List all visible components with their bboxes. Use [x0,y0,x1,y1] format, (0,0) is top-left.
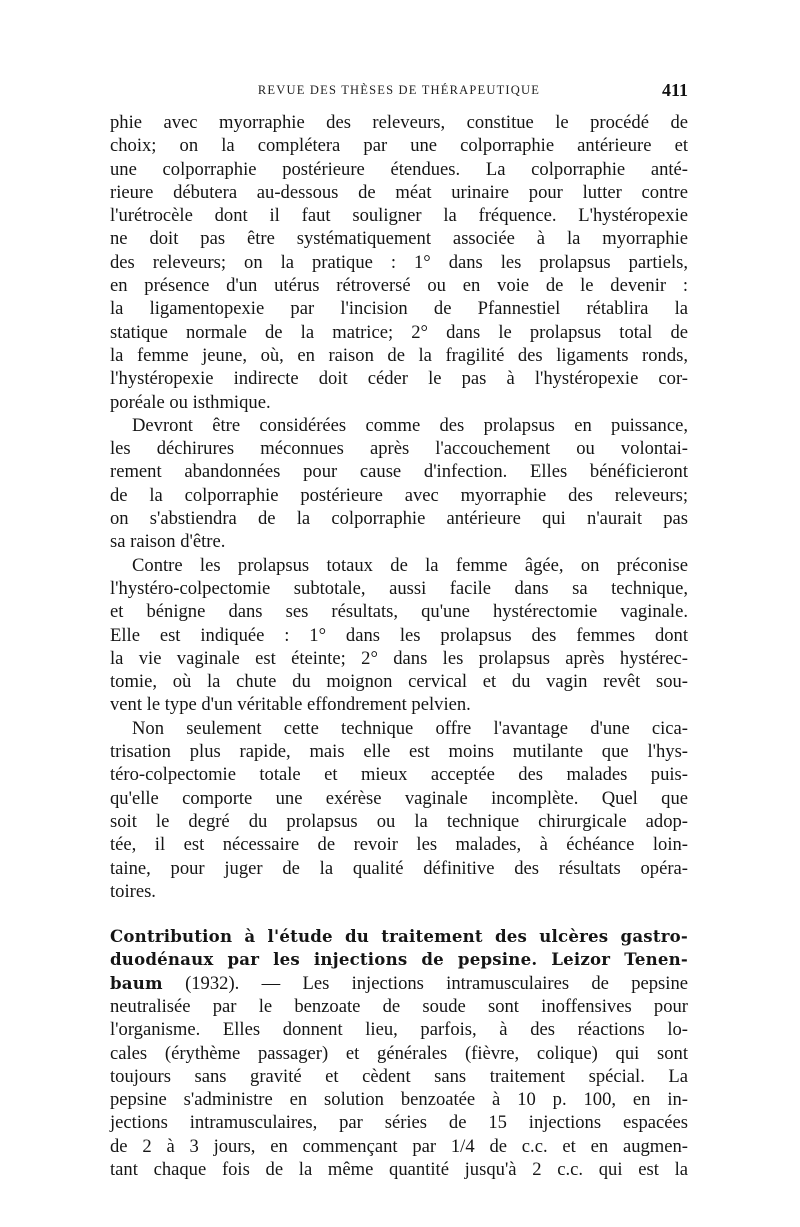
text-line: l'hystéropexie indirecte doit céder le pas à l'hystéropexie cor- [110,368,688,390]
text-line: rieure débutera au-dessous de méat urinaire pour lutter contre [110,181,688,203]
text-line: la vie vaginale est éteinte; 2° dans les prolapsus après hystérec- [110,647,688,669]
text-line: sa raison d'être. [110,531,226,553]
running-header [110,80,688,104]
text-line: phie avec myorraphie des releveurs, constitue le procédé de [110,112,688,133]
text-line: tant chaque fois de la même quantité jusqu'à 2 c.c. qui est la [110,1159,688,1181]
text-line: une colporraphie postérieure étendues. La colporraphie anté- [110,158,688,180]
text-line: toires. [110,880,156,902]
text-line: cales (érythème passager) et générales (fièvre, colique) qui sont [110,1042,688,1064]
article-author-surname: baum [110,972,163,993]
paragraph-start-line: Non seulement cette technique offre l'avantage d'une cica- [132,717,688,739]
text-line: soit le degré du prolapsus ou la technique chirurgicale adop- [110,810,688,832]
text-line: de 2 à 3 jours, en commençant par 1/4 de c.c. et en augmen- [110,1135,688,1157]
text-line: toujours sans gravité et cèdent sans traitement spécial. La [110,1065,688,1087]
body-text [110,111,688,1181]
paragraph-start-line: Devront être considérées comme des prolapsus en puissance, [132,414,688,436]
text-line: poréale ou isthmique. [110,391,271,413]
text-line: qu'elle comporte une exérèse vaginale incomplète. Quel que [110,787,688,809]
article-title-line: duodénaux par les injections de pepsine. Leizor Tenen- [110,949,688,970]
text-line: l'hystéro-colpectomie subtotale, aussi facile dans sa technique, [110,577,688,599]
text-line: rement abandonnées pour cause d'infection. Elles bénéficieront [110,461,688,483]
text-line: en présence d'un utérus rétroversé ou en voie de le devenir : [110,275,688,297]
text-line: tée, il est nécessaire de revoir les malades, à échéance loin- [110,834,688,856]
article-intro-line [110,972,688,995]
article-title-line: Contribution à l'étude du traitement des ulcères gastro- [110,926,688,947]
text-line: les déchirures méconnues après l'accouchement ou volontai- [110,438,688,460]
text-line: de la colporraphie postérieure avec myorraphie des releveurs; [110,484,688,506]
text-line: ne doit pas être systématiquement associée à la myorraphie [110,228,688,250]
running-title: REVUE DES THÈSES DE THÉRAPEUTIQUE [257,83,541,97]
text-line: et bénigne dans ses résultats, qu'une hystérectomie vaginale. [110,601,688,623]
text-line: la femme jeune, où, en raison de la fragilité des ligaments ronds, [110,344,688,366]
text-line: trisation plus rapide, mais elle est moins mutilante que l'hys- [110,741,688,763]
text-line: la ligamentopexie par l'incision de Pfannestiel rétablira la [110,298,688,320]
text-line: taine, pour juger de la qualité définitive des résultats opéra- [110,857,688,879]
text-line: Elle est indiquée : 1° dans les prolapsus des femmes dont [110,624,688,646]
text-line: jections intramusculaires, par séries de 15 injections espacées [110,1112,688,1134]
text-line: l'organisme. Elles donnent lieu, parfois, à des réactions lo- [110,1019,688,1041]
text-line: choix; on la complétera par une colporraphie antérieure et [110,135,688,157]
text-line: pepsine s'administre en solution benzoatée à 10 p. 100, en in- [110,1089,688,1111]
text-line: téro-colpectomie totale et mieux acceptée des malades puis- [110,764,688,786]
section-spacer [110,903,688,925]
text-line: statique normale de la matrice; 2° dans le prolapsus total de [110,321,688,343]
text-line: l'urétrocèle dont il faut souligner la fréquence. L'hystéropexie [110,205,688,227]
text-line: neutralisée par le benzoate de soude sont inoffensives pour [110,995,688,1017]
article-intro-text: (1932). — Les injections intramusculaires de pepsine [162,972,688,994]
text-line: vent le type d'un véritable effondrement pelvien. [110,694,471,716]
page-number: 411 [661,80,688,100]
text-line: des releveurs; on la pratique : 1° dans les prolapsus partiels, [110,251,688,273]
text-line: tomie, où la chute du moignon cervical et du vagin revêt sou- [110,671,688,693]
text-line: on s'abstiendra de la colporraphie antérieure qui n'aurait pas [110,508,688,530]
paragraph-start-line: Contre les prolapsus totaux de la femme âgée, on préconise [132,554,688,576]
